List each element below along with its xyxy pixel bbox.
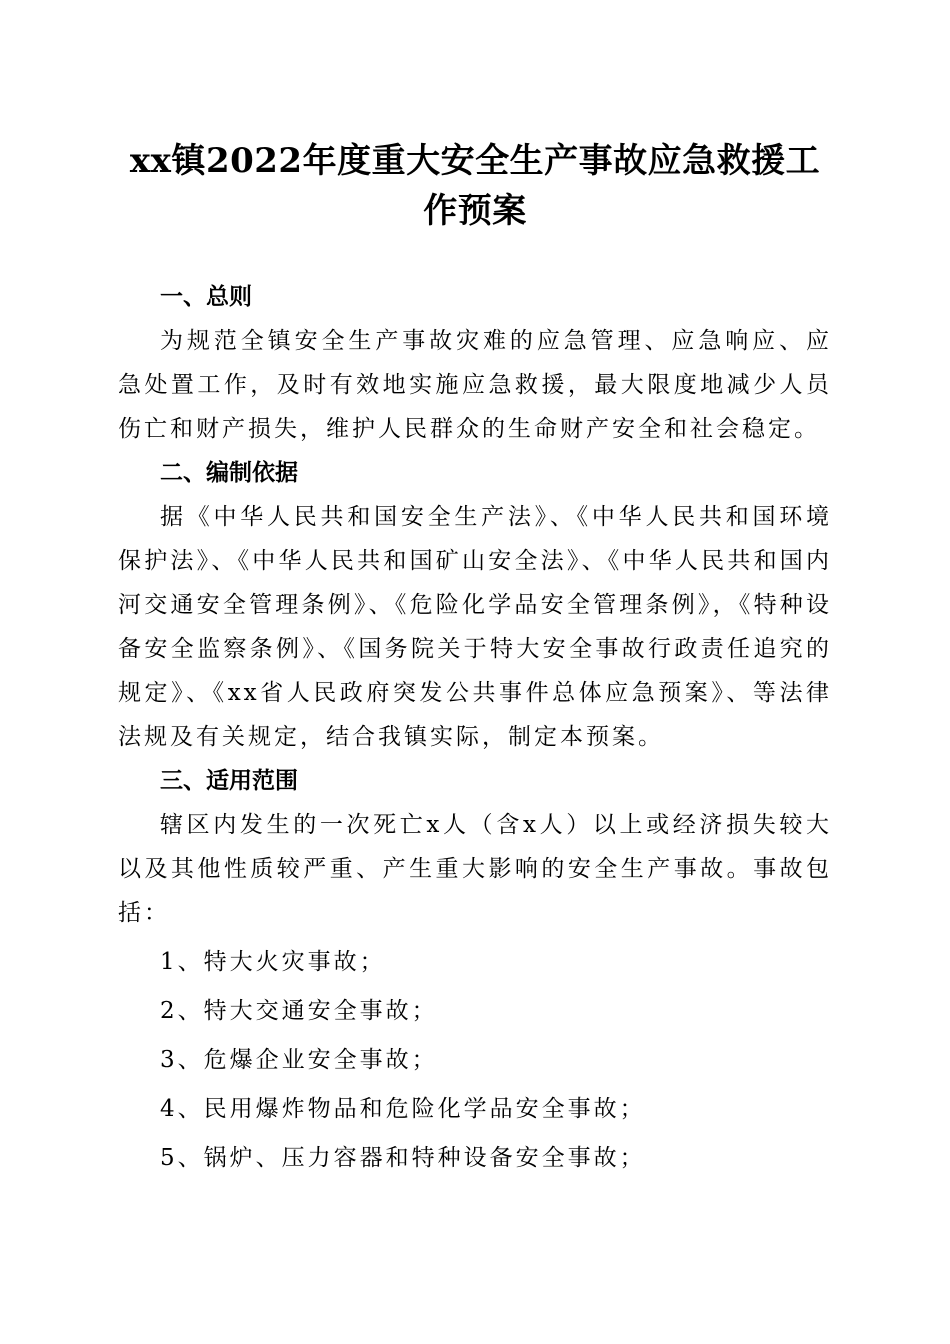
section-paragraph-general: 为规范全镇安全生产事故灾难的应急管理、应急响应、应急处置工作，及时有效地实施应急救援，最大限度地减少人员伤亡和财产损失，维护人民群众的生命财产安全和社会稳定。 bbox=[118, 328, 832, 442]
list-item: 1、特大火灾事故； bbox=[160, 949, 386, 975]
document-title: xx镇2022年度重大安全生产事故应急救援工作预案 bbox=[129, 141, 821, 231]
list-item: 3、危爆企业安全事故； bbox=[160, 1047, 438, 1073]
section-heading-general: 一、总则 bbox=[160, 284, 252, 310]
section-heading-scope: 三、适用范围 bbox=[160, 768, 298, 794]
section-paragraph-basis: 据《中华人民共和国安全生产法》、《中华人民共和国环境保护法》、《中华人民共和国矿山安全法》、《中华人民共和国内河交通安全管理条例》、《危险化学品安全管理条例》，《特种设备安全监察条例》、《国务院关于特大安全事故行政责任追究的规定》、《xx省人民政府突发公共事件总体应急预案》、等法律法规及有关规定，结合我镇实际，制定本预案。 bbox=[118, 504, 832, 750]
list-item: 5、锅炉、压力容器和特种设备安全事故； bbox=[160, 1145, 646, 1171]
document-body bbox=[118, 275, 832, 1185]
section-heading-basis: 二、编制依据 bbox=[160, 460, 298, 486]
list-item: 2、特大交通安全事故； bbox=[160, 998, 438, 1024]
section-paragraph-scope: 辖区内发生的一次死亡x人（含x人）以上或经济损失较大以及其他性质较严重、产生重大影响的安全生产事故。事故包括： bbox=[118, 812, 832, 926]
list-item: 4、民用爆炸物品和危险化学品安全事故； bbox=[160, 1096, 646, 1122]
